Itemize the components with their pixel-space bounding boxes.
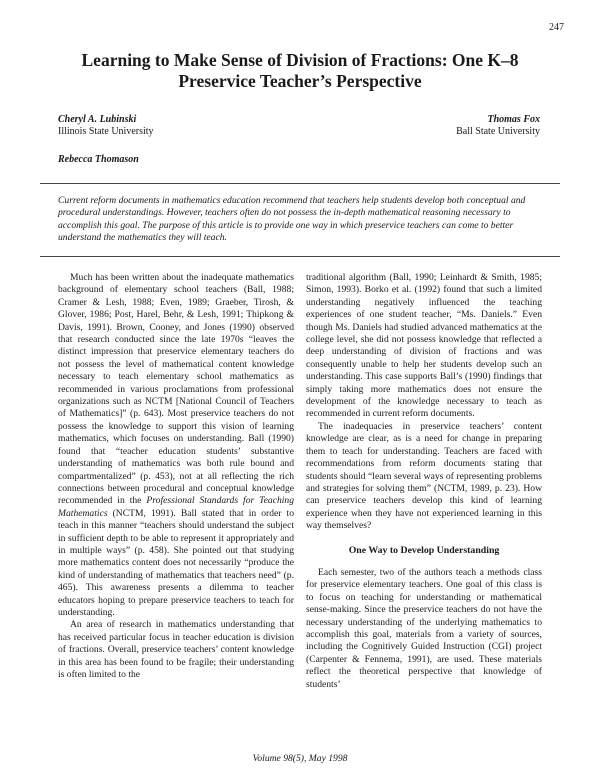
right-paragraph-2: The inadequacies in preservice teachers’ content knowledge are clear, as is a need for change in preparing them to teach for understanding. Teachers are faced with recommendations from reform documents stating that students should “learn several ways of representing problems and strategies for solving them” (NCTM, 1989, p. 23). How can preservice teachers develop this kind of learning experience when they have not experienced learning in this way themselves? bbox=[306, 420, 542, 532]
abstract-bottom-rule bbox=[40, 256, 560, 257]
author-2-affiliation: Ball State University bbox=[456, 126, 540, 137]
author-2 bbox=[456, 114, 540, 138]
left-p1-italic-title: Professional Standards for Teaching Mathematics bbox=[58, 495, 295, 519]
author-2-name: Thomas Fox bbox=[487, 114, 540, 125]
title-line-2: Preservice Teacher’s Perspective bbox=[178, 71, 422, 91]
author-1 bbox=[58, 114, 154, 138]
left-column bbox=[58, 272, 294, 681]
page-number: 247 bbox=[549, 22, 564, 33]
author-1-affiliation: Illinois State University bbox=[58, 126, 154, 137]
right-column bbox=[306, 272, 542, 691]
author-3-name: Rebecca Thomason bbox=[58, 154, 139, 165]
left-p1-text-a: Much has been written about the inadequate mathematics background of elementary school teachers (Ball, 1988; Cramer & Lesh, 1988; Even, 1989; Graeber, Tirosh, & Glover, 1986; Post, Harel, Behr, & Lesh, 1991; Thipkong & Davis, 1991). Brown, Cooney, and Jones (1990) observed that research conducted since the late 1970s “leaves the distinct impression that preservice elementary teachers do not possess the level of mathematical content knowledge necessary to teach elementary school mathematics as recommended in various proclamations from professional organizations such as NCTM [National Council of Teachers of Mathematics]” (p. 643). Most preservice teachers do not possess the knowledge to support this vision of learning mathematics, which focuses on understanding. Ball (1990) found that “teacher education students’ substantive understanding of mathematics was both rule bound and compartmentalized” (p. 453), not at all reflecting the rich connections between procedural and conceptual knowledge recommended in the bbox=[58, 272, 294, 507]
right-paragraph-3: Each semester, two of the authors teach a methods class for preservice elementary teachers. One goal of this class is to focus on teaching for understanding or mathematical sense-making. Since the preservice teachers do not have the necessary understanding of the underlying mathematics to accomplish this goal, materials from a variety of sources, including the Cognitively Guided Instruction (CGI) project (Carpenter & Fennema, 1991), are used. These materials reflect the theoretical perspective that knowledge of students’ bbox=[306, 566, 542, 690]
right-paragraph-1: traditional algorithm (Ball, 1990; Leinhardt & Smith, 1985; Simon, 1993). Borko et al. (1992) found that such a limited understanding negatively influenced the teaching experiences of one student teacher, “Ms. Daniels.” Even though Ms. Daniels had studied advanced mathematics at the college level, she did not possess knowledge that reflected a deep understanding of division of fractions and was consequently unable to help her students develop such an understanding. This case supports Ball’s (1990) findings that simply taking more mathematics does not ensure the development of the knowledge necessary to teach as recommended in current reform documents. bbox=[306, 272, 542, 420]
article-title bbox=[40, 50, 560, 92]
left-p1-text-b: (NCTM, 1991). Ball stated that in order to teach in this manner “teachers should understand the subject in sufficient depth to be able to represent it appropriately and in multiple ways” (p. 458). She pointed out that studying more mathematics content does not necessarily “produce the kind of understanding of mathematics that teachers need” (p. 465). This awareness presents a dilemma to teacher educators hoping to prepare preservice teachers to teach for understanding. bbox=[58, 507, 294, 618]
author-3 bbox=[58, 154, 139, 166]
left-paragraph-1 bbox=[58, 272, 294, 619]
author-1-name: Cheryl A. Lubinski bbox=[58, 114, 137, 125]
section-heading: One Way to Develop Understanding bbox=[348, 544, 500, 556]
title-line-1: Learning to Make Sense of Division of Fractions: One K–8 bbox=[81, 50, 519, 70]
left-paragraph-2: An area of research in mathematics understanding that has received particular focus in teacher education is division of fractions. Overall, preservice teachers’ content knowledge in this area has been found to be fragile; their understanding is often limited to the bbox=[58, 619, 294, 680]
abstract-top-rule bbox=[40, 183, 560, 184]
journal-footer: Volume 98(5), May 1998 bbox=[252, 753, 348, 764]
abstract: Current reform documents in mathematics education recommend that teachers help students develop both conceptual and procedural understandings. However, teachers often do not possess the in-depth mathematical reasoning necessary to accomplish this goal. The purpose of this article is to provide one way in which preservice teachers can come to better understand the mathematics they will teach. bbox=[58, 195, 526, 244]
